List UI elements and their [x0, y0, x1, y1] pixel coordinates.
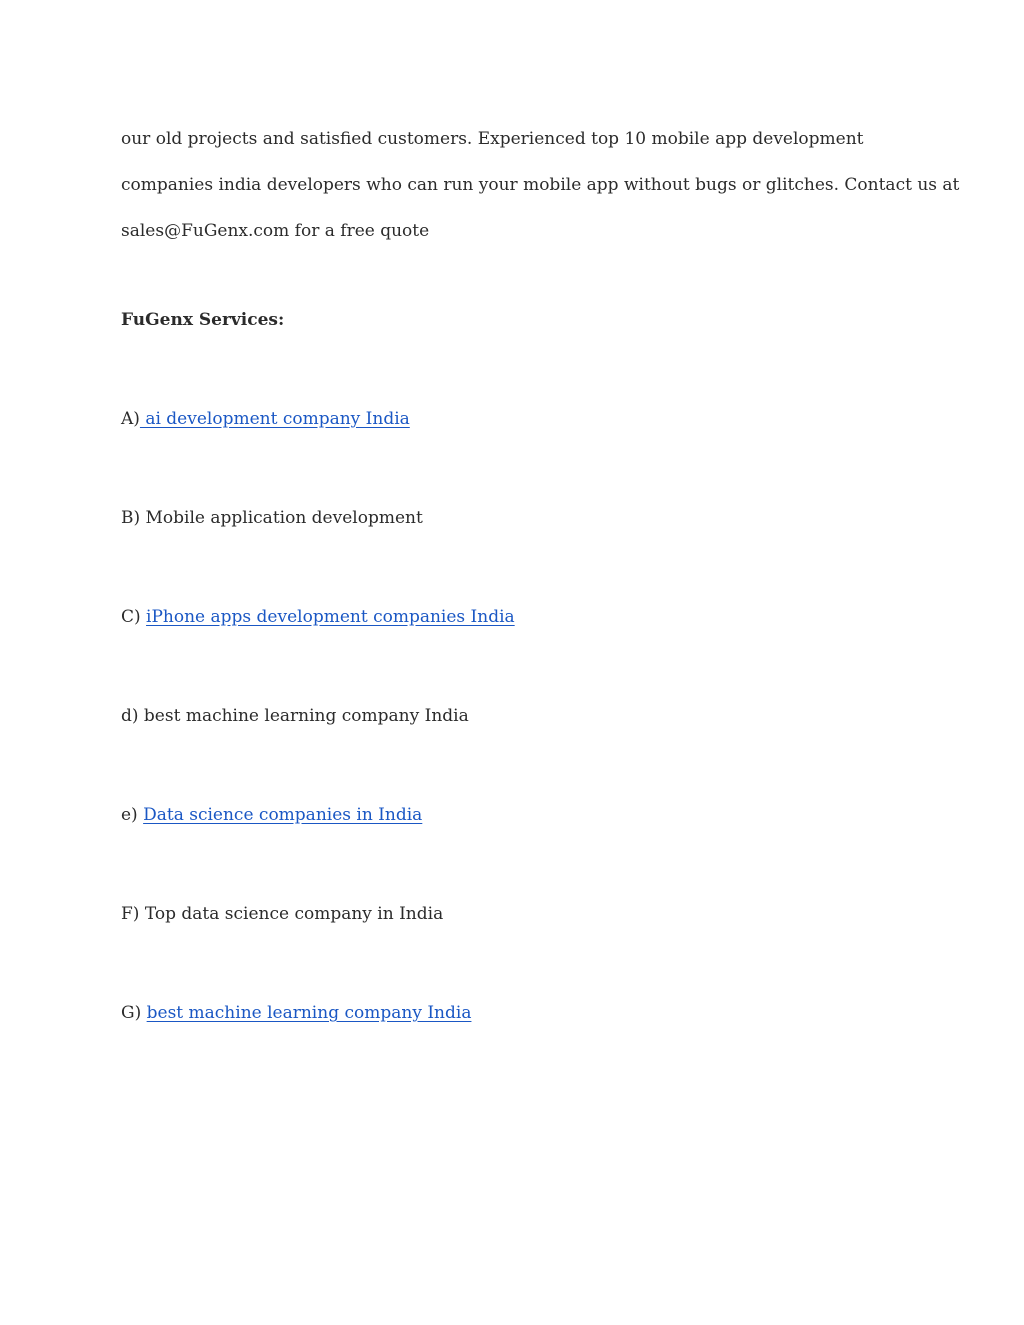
service-item-e — [121, 801, 422, 829]
service-item-prefix: C) — [121, 607, 147, 627]
data-science-companies-link[interactable]: Data science companies in India — [143, 805, 423, 825]
intro-line: companies india developers who can run your mobile app without bugs or glitches. Contact us at — [121, 175, 960, 195]
service-item-text: best machine learning company India — [138, 706, 469, 726]
service-item-prefix: F) — [121, 904, 140, 924]
service-item-f — [121, 900, 443, 928]
intro-line: our old projects and satisfied customers. Experienced top 10 mobile app development — [121, 129, 864, 149]
intro-line: sales@FuGenx.com for a free quote — [121, 221, 430, 241]
service-item-b — [121, 504, 423, 532]
service-item-prefix: d) — [121, 706, 139, 726]
service-item-prefix: B) — [121, 508, 141, 528]
service-item-prefix: G) — [121, 1003, 147, 1023]
iphone-apps-link[interactable]: iPhone apps development companies India — [146, 607, 515, 627]
service-item-c — [121, 603, 515, 631]
service-item-prefix: A) — [121, 409, 140, 429]
service-item-text: Top data science company in India — [139, 904, 444, 924]
service-item-g — [121, 999, 471, 1027]
machine-learning-link[interactable]: best machine learning company India — [146, 1003, 472, 1023]
services-heading: FuGenx Services: — [121, 310, 285, 330]
service-item-prefix: e) — [121, 805, 144, 825]
ai-development-link[interactable]: ai development company India — [139, 409, 410, 429]
service-item-d — [121, 702, 469, 730]
service-item-a — [121, 405, 410, 433]
intro-paragraph — [121, 116, 960, 254]
service-item-text: Mobile application development — [140, 508, 423, 528]
